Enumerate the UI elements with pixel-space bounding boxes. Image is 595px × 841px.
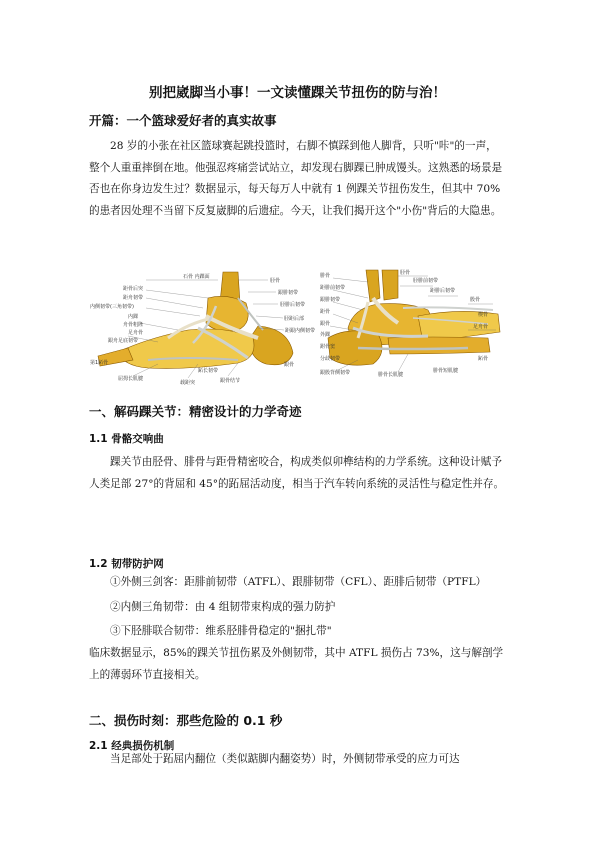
- label-first-metatarsal: 第1跖骨: [90, 360, 109, 366]
- section2-sub1-paragraph: 当足部处于跖屈内翻位（类似踮脚内翻姿势）时，外侧韧带承受的应力可达: [110, 753, 460, 765]
- lateral-foot-drawing: [328, 270, 500, 365]
- label-cuneiform: 楔骨: [478, 312, 489, 318]
- label-cuboid: 骰骨: [470, 297, 481, 303]
- label-calcaneus: 跟骨: [284, 362, 295, 368]
- section1-heading: 一、解码踝关节：精密设计的力学奇迹: [89, 404, 302, 419]
- ligament-list-item: ③下胫腓联合韧带：维系胫腓骨稳定的"捆扎带": [110, 625, 332, 637]
- label-medial-talocalcaneal: 距跟内侧韧带: [285, 328, 316, 334]
- label-metatarsal: 跖骨: [478, 356, 489, 362]
- label-calcaneofibular: 跟腓韧带: [278, 290, 299, 296]
- label-peroneus-longus: 腓骨长肌腱: [378, 372, 404, 378]
- label-calcaneus-right: 跟骨: [320, 321, 331, 327]
- label-peroneus-brevis: 腓骨短肌腱: [433, 368, 459, 374]
- intro-heading: 开篇：一个篮球爱好者的真实故事: [89, 113, 277, 128]
- section2-sub1-heading: 2.1 经典损伤机制: [89, 740, 175, 752]
- label-deltoid: 内侧韧带(三角韧带): [90, 304, 134, 310]
- label-tibia: 胫骨: [270, 278, 281, 284]
- label-anterior-tibiofibular: 胫腓前韧带: [413, 278, 439, 284]
- label-lateral-malleolus: 外踝: [320, 332, 331, 338]
- document-title: 别把崴脚当小事！一文读懂踝关节扭伤的防与治！: [149, 85, 446, 101]
- label-navicular: 足舟骨: [128, 330, 144, 336]
- intro-paragraph: 28 岁的小张在社区篮球赛起跳投篮时，右脚不慎踩到他人脚背，只听"咔"的一声，整个人重重摔倒在地。他强忍疼痛尝试站立，却发现右脚踝已肿成馒头。这熟悉的场景是否也在你身边发生过？数据显示，每天每万人中就有 1 例踝关节扭伤发生，但其中 70%的患者因处理不当留下反复崴脚的后遗症。今天，让我们揭开这个"小伤"背后的大隐患。: [89, 140, 503, 217]
- label-posterior-tibiofibular: 胫腓后韧带: [280, 302, 306, 308]
- label-bifurcate-ligament: 分歧韧带: [320, 356, 341, 362]
- label-cfl: 跟腓韧带: [320, 297, 341, 303]
- label-sustentaculum: 载距突: [180, 380, 196, 386]
- label-sinus-tarsi: 跗骨窦: [320, 344, 336, 350]
- section2-heading: 二、损伤时刻：那些危险的 0.1 秒: [89, 713, 283, 728]
- label-talus-medial: 石骨 内踝面: [183, 274, 210, 280]
- label-ptfl: 距腓后韧带: [430, 288, 456, 294]
- label-medial-malleolus: 内踝: [128, 314, 139, 320]
- label-dorsal-calcaneocuboid: 跟骰背侧韧带: [320, 370, 351, 376]
- label-long-plantar: 跖长韧带: [198, 368, 219, 374]
- label-navicular-tuberosity: 舟骨粗隆: [123, 322, 144, 328]
- ankle-lateral-view-illustration: [318, 268, 508, 380]
- label-plantar-calcaneonavicular: 跟舟足底韧带: [108, 338, 139, 344]
- label-atfl: 距腓前韧带: [320, 285, 346, 291]
- label-navicular-right: 足舟骨: [473, 324, 489, 330]
- label-talonavicular: 距舟韧带: [123, 295, 144, 301]
- section1-sub2-heading: 1.2 韧带防护网: [89, 558, 164, 570]
- label-fibula: 腓骨: [320, 273, 331, 279]
- label-posterior-process: 距骨后突: [123, 286, 144, 292]
- ankle-medial-view-illustration: [88, 268, 316, 388]
- label-talus-right: 距骨: [320, 309, 331, 315]
- label-calcaneal-tuberosity: 跟骨结节: [220, 378, 241, 384]
- ligament-list-item: ②内侧三角韧带：由 4 组韧带束构成的强力防护: [110, 601, 336, 613]
- label-flexor-hallucis-tendon: 屈拇长肌腱: [118, 376, 144, 382]
- ligament-list-item: ①外侧三剑客：距腓前韧带（ATFL）、跟腓韧带（CFL）、距腓后韧带（PTFL）: [110, 576, 487, 588]
- section1-sub2-paragraph: 临床数据显示，85%的踝关节扭伤累及外侧韧带，其中 ATFL 损伤占 73%，这与解剖学上的薄弱环节直接相关。: [89, 647, 504, 681]
- section1-sub1-paragraph: 踝关节由胫骨、腓骨与距骨精密咬合，构成类似卯榫结构的力学系统。这种设计赋予人类足部 27°的背屈和 45°的跖屈活动度，相当于汽车转向系统的灵活性与稳定性并存。: [89, 456, 505, 490]
- label-posterior-tibiotalar: 胫距后部: [284, 316, 305, 322]
- label-tibia-right: 胫骨: [400, 270, 411, 276]
- section1-sub1-heading: 1.1 骨骼交响曲: [89, 433, 164, 445]
